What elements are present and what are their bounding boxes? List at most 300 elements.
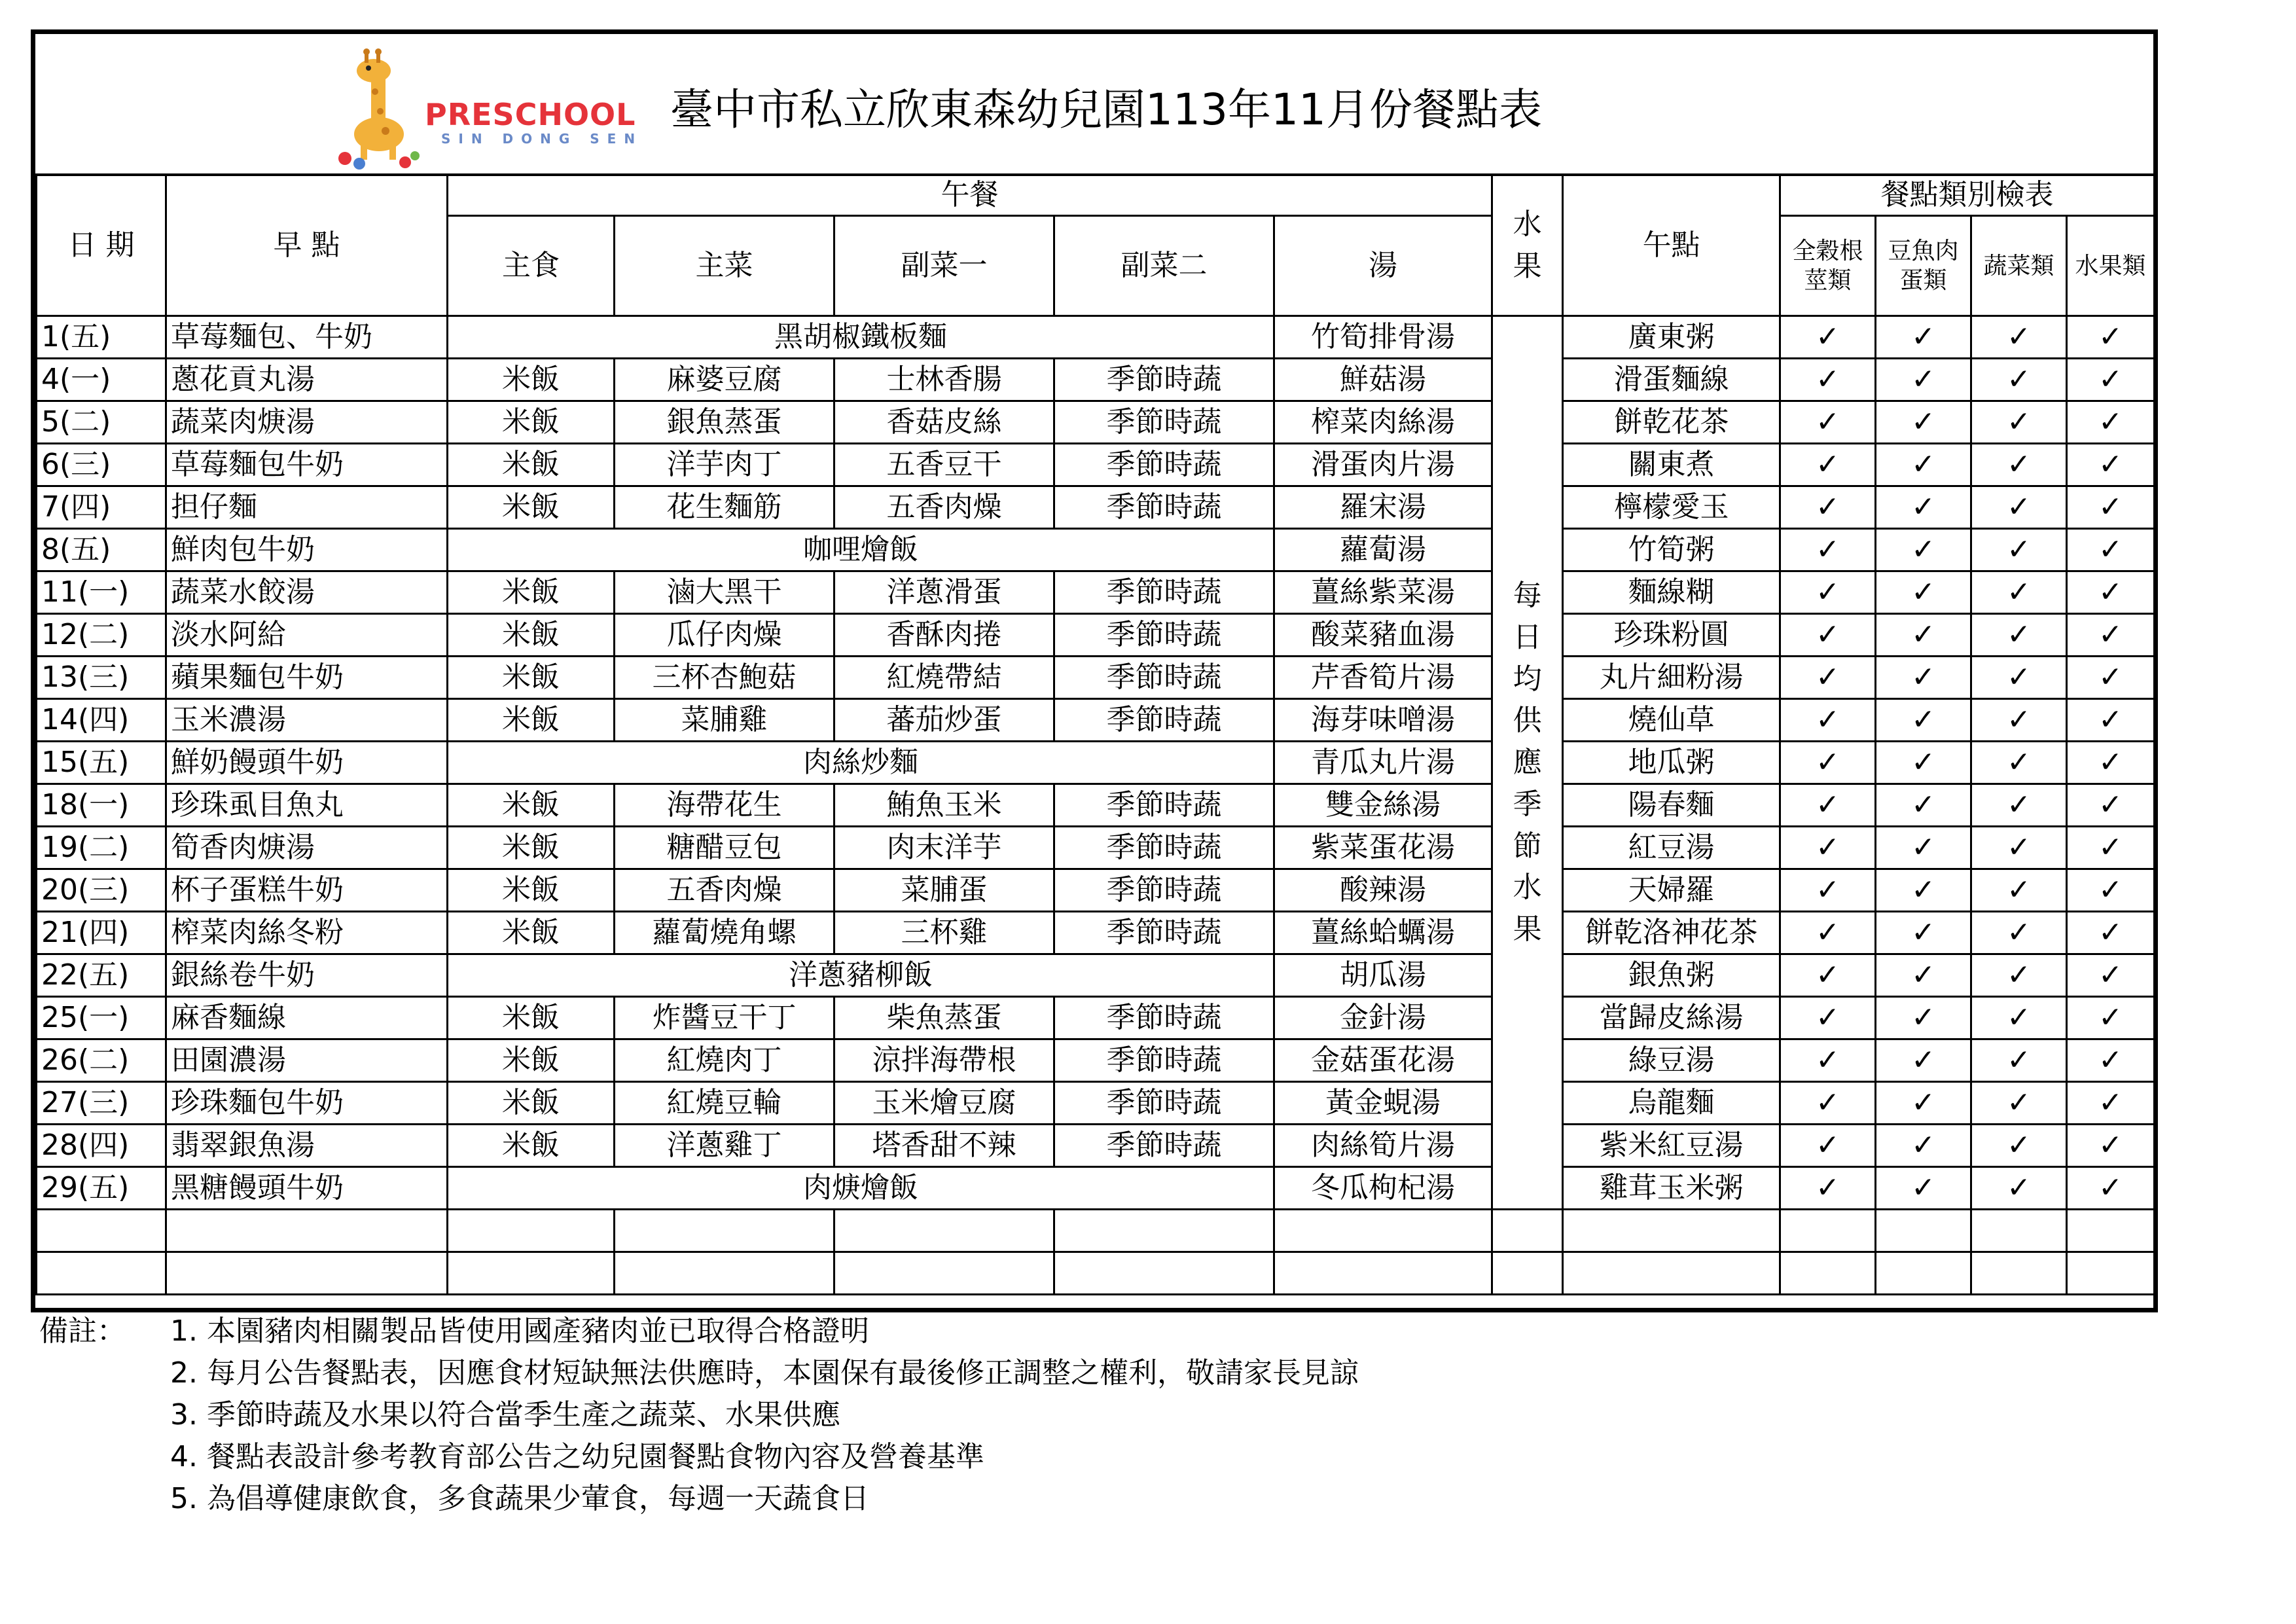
soup-cell: 海芽味噌湯 bbox=[1274, 699, 1492, 742]
table-row bbox=[37, 657, 2155, 699]
check-veg-cell: ✓ bbox=[1971, 742, 2067, 784]
check-veg-cell: ✓ bbox=[1971, 1082, 2067, 1125]
snack-cell: 當歸皮絲湯 bbox=[1563, 997, 1780, 1039]
combined-lunch-cell: 肉絲炒麵 bbox=[448, 742, 1274, 784]
combined-lunch-cell: 咖哩燴飯 bbox=[448, 529, 1274, 571]
soup-cell: 冬瓜枸杞湯 bbox=[1274, 1167, 1492, 1210]
check-protein-cell: ✓ bbox=[1876, 784, 1971, 827]
side1-cell: 柴魚蒸蛋 bbox=[834, 997, 1054, 1039]
main-dish-cell: 炸醬豆干丁 bbox=[615, 997, 834, 1039]
empty-cell bbox=[2067, 1252, 2155, 1295]
main-dish-cell: 瓜仔肉燥 bbox=[615, 614, 834, 657]
date-cell: 5(二) bbox=[37, 401, 166, 444]
table-row bbox=[37, 359, 2155, 401]
check-veg-cell: ✓ bbox=[1971, 997, 2067, 1039]
breakfast-cell: 黑糖饅頭牛奶 bbox=[166, 1167, 448, 1210]
check-fruit-cell: ✓ bbox=[2067, 486, 2155, 529]
staple-cell: 米飯 bbox=[448, 657, 615, 699]
table-row bbox=[37, 1039, 2155, 1082]
empty-cell bbox=[834, 1210, 1054, 1252]
empty-cell bbox=[1876, 1252, 1971, 1295]
check-veg-cell: ✓ bbox=[1971, 869, 2067, 912]
empty-row bbox=[37, 1252, 2155, 1295]
soup-cell: 薑絲蛤蠣湯 bbox=[1274, 912, 1492, 954]
check-veg-cell: ✓ bbox=[1971, 699, 2067, 742]
check-veg-cell: ✓ bbox=[1971, 1039, 2067, 1082]
check-protein-cell: ✓ bbox=[1876, 869, 1971, 912]
staple-cell: 米飯 bbox=[448, 869, 615, 912]
check-protein-cell: ✓ bbox=[1876, 486, 1971, 529]
date-header: 日 期 bbox=[37, 175, 166, 316]
soup-cell: 紫菜蛋花湯 bbox=[1274, 827, 1492, 869]
empty-cell bbox=[166, 1252, 448, 1295]
empty-cell bbox=[1780, 1252, 1876, 1295]
check-grains-cell: ✓ bbox=[1780, 912, 1876, 954]
soup-cell: 雙金絲湯 bbox=[1274, 784, 1492, 827]
grains-header: 全穀根莖類 bbox=[1780, 216, 1876, 316]
staple-cell: 米飯 bbox=[448, 827, 615, 869]
note-item: 2. 每月公告餐點表，因應食材短缺無法供應時，本園保有最後修正調整之權利，敬請家長見諒 bbox=[170, 1356, 1359, 1390]
table-row bbox=[37, 784, 2155, 827]
main-dish-cell: 銀魚蒸蛋 bbox=[615, 401, 834, 444]
side2-cell: 季節時蔬 bbox=[1054, 1082, 1274, 1125]
snack-cell: 竹筍粥 bbox=[1563, 529, 1780, 571]
side1-cell: 菜脯蛋 bbox=[834, 869, 1054, 912]
menu-body bbox=[37, 316, 2155, 1295]
check-protein-cell: ✓ bbox=[1876, 614, 1971, 657]
snack-cell: 紅豆湯 bbox=[1563, 827, 1780, 869]
empty-cell bbox=[37, 1252, 166, 1295]
date-cell: 6(三) bbox=[37, 444, 166, 486]
empty-cell bbox=[1563, 1252, 1780, 1295]
snack-cell: 檸檬愛玉 bbox=[1563, 486, 1780, 529]
snack-cell: 銀魚粥 bbox=[1563, 954, 1780, 997]
table-row bbox=[37, 827, 2155, 869]
check-grains-cell: ✓ bbox=[1780, 742, 1876, 784]
main-dish-cell: 洋蔥雞丁 bbox=[615, 1125, 834, 1167]
check-grains-cell: ✓ bbox=[1780, 657, 1876, 699]
check-fruit-cell: ✓ bbox=[2067, 316, 2155, 359]
staple-cell: 米飯 bbox=[448, 997, 615, 1039]
empty-cell bbox=[448, 1210, 615, 1252]
date-cell: 13(三) bbox=[37, 657, 166, 699]
check-fruit-cell: ✓ bbox=[2067, 1125, 2155, 1167]
check-grains-cell: ✓ bbox=[1780, 614, 1876, 657]
check-protein-cell: ✓ bbox=[1876, 401, 1971, 444]
check-fruit-cell: ✓ bbox=[2067, 657, 2155, 699]
check-header: 餐點類別檢表 bbox=[1780, 175, 2155, 216]
check-grains-cell: ✓ bbox=[1780, 784, 1876, 827]
date-cell: 22(五) bbox=[37, 954, 166, 997]
veg-header: 蔬菜類 bbox=[1971, 216, 2067, 316]
table-row bbox=[37, 614, 2155, 657]
note-item: 3. 季節時蔬及水果以符合當季生產之蔬菜、水果供應 bbox=[170, 1398, 840, 1432]
breakfast-cell: 珍珠麵包牛奶 bbox=[166, 1082, 448, 1125]
empty-cell bbox=[1492, 1252, 1563, 1295]
date-cell: 7(四) bbox=[37, 486, 166, 529]
date-cell: 18(一) bbox=[37, 784, 166, 827]
snack-cell: 雞茸玉米粥 bbox=[1563, 1167, 1780, 1210]
side1-cell: 鮪魚玉米 bbox=[834, 784, 1054, 827]
empty-cell bbox=[37, 1210, 166, 1252]
check-veg-cell: ✓ bbox=[1971, 954, 2067, 997]
snack-cell: 天婦羅 bbox=[1563, 869, 1780, 912]
soup-cell: 金針湯 bbox=[1274, 997, 1492, 1039]
staple-cell: 米飯 bbox=[448, 614, 615, 657]
snack-cell: 陽春麵 bbox=[1563, 784, 1780, 827]
side1-cell: 香菇皮絲 bbox=[834, 401, 1054, 444]
check-grains-cell: ✓ bbox=[1780, 529, 1876, 571]
main-dish-cell: 糖醋豆包 bbox=[615, 827, 834, 869]
breakfast-cell: 筍香肉焿湯 bbox=[166, 827, 448, 869]
combined-lunch-cell: 黑胡椒鐵板麵 bbox=[448, 316, 1274, 359]
staple-cell: 米飯 bbox=[448, 784, 615, 827]
lunch-header: 午餐 bbox=[448, 175, 1492, 216]
breakfast-cell: 蔬菜肉焿湯 bbox=[166, 401, 448, 444]
check-grains-cell: ✓ bbox=[1780, 359, 1876, 401]
soup-cell: 青瓜丸片湯 bbox=[1274, 742, 1492, 784]
side2-cell: 季節時蔬 bbox=[1054, 869, 1274, 912]
check-veg-cell: ✓ bbox=[1971, 401, 2067, 444]
table-row bbox=[37, 1125, 2155, 1167]
check-grains-cell: ✓ bbox=[1780, 401, 1876, 444]
empty-cell bbox=[1971, 1252, 2067, 1295]
check-grains-cell: ✓ bbox=[1780, 699, 1876, 742]
check-veg-cell: ✓ bbox=[1971, 529, 2067, 571]
empty-row bbox=[37, 1210, 2155, 1252]
date-cell: 26(二) bbox=[37, 1039, 166, 1082]
breakfast-cell: 淡水阿給 bbox=[166, 614, 448, 657]
check-veg-cell: ✓ bbox=[1971, 444, 2067, 486]
check-veg-cell: ✓ bbox=[1971, 1167, 2067, 1210]
check-grains-cell: ✓ bbox=[1780, 316, 1876, 359]
check-veg-cell: ✓ bbox=[1971, 1125, 2067, 1167]
check-protein-cell: ✓ bbox=[1876, 529, 1971, 571]
side2-cell: 季節時蔬 bbox=[1054, 571, 1274, 614]
side1-cell: 肉末洋芋 bbox=[834, 827, 1054, 869]
side2-cell: 季節時蔬 bbox=[1054, 1039, 1274, 1082]
check-fruit-cell: ✓ bbox=[2067, 912, 2155, 954]
fruit-note-text: 每日均供應季節水果 bbox=[1513, 578, 1542, 947]
empty-cell bbox=[834, 1252, 1054, 1295]
date-cell: 12(二) bbox=[37, 614, 166, 657]
date-cell: 8(五) bbox=[37, 529, 166, 571]
snack-cell: 燒仙草 bbox=[1563, 699, 1780, 742]
date-cell: 14(四) bbox=[37, 699, 166, 742]
check-grains-cell: ✓ bbox=[1780, 954, 1876, 997]
empty-cell bbox=[166, 1210, 448, 1252]
check-veg-cell: ✓ bbox=[1971, 657, 2067, 699]
breakfast-cell: 玉米濃湯 bbox=[166, 699, 448, 742]
soup-header: 湯 bbox=[1274, 216, 1492, 316]
breakfast-cell: 杯子蛋糕牛奶 bbox=[166, 869, 448, 912]
side2-cell: 季節時蔬 bbox=[1054, 784, 1274, 827]
side1-cell: 三杯雞 bbox=[834, 912, 1054, 954]
breakfast-cell: 珍珠虱目魚丸 bbox=[166, 784, 448, 827]
side2-cell: 季節時蔬 bbox=[1054, 486, 1274, 529]
breakfast-cell: 蔬菜水餃湯 bbox=[166, 571, 448, 614]
date-cell: 27(三) bbox=[37, 1082, 166, 1125]
check-fruit-cell: ✓ bbox=[2067, 742, 2155, 784]
check-protein-cell: ✓ bbox=[1876, 1125, 1971, 1167]
check-protein-cell: ✓ bbox=[1876, 444, 1971, 486]
breakfast-cell: 麻香麵線 bbox=[166, 997, 448, 1039]
check-grains-cell: ✓ bbox=[1780, 1039, 1876, 1082]
check-fruit-cell: ✓ bbox=[2067, 614, 2155, 657]
check-fruit-cell: ✓ bbox=[2067, 571, 2155, 614]
check-fruit-cell: ✓ bbox=[2067, 1039, 2155, 1082]
snack-cell: 丸片細粉湯 bbox=[1563, 657, 1780, 699]
table-row bbox=[37, 486, 2155, 529]
check-grains-cell: ✓ bbox=[1780, 571, 1876, 614]
side1-cell: 香酥肉捲 bbox=[834, 614, 1054, 657]
check-veg-cell: ✓ bbox=[1971, 827, 2067, 869]
table-row bbox=[37, 1167, 2155, 1210]
empty-cell bbox=[1971, 1210, 2067, 1252]
empty-cell bbox=[1054, 1252, 1274, 1295]
snack-cell: 地瓜粥 bbox=[1563, 742, 1780, 784]
check-fruit-cell: ✓ bbox=[2067, 401, 2155, 444]
empty-cell bbox=[1492, 1210, 1563, 1252]
combined-lunch-cell: 洋蔥豬柳飯 bbox=[448, 954, 1274, 997]
snack-cell: 珍珠粉圓 bbox=[1563, 614, 1780, 657]
soup-cell: 榨菜肉絲湯 bbox=[1274, 401, 1492, 444]
snack-cell: 關東煮 bbox=[1563, 444, 1780, 486]
side2-cell: 季節時蔬 bbox=[1054, 359, 1274, 401]
date-cell: 4(一) bbox=[37, 359, 166, 401]
breakfast-cell: 鮮肉包牛奶 bbox=[166, 529, 448, 571]
check-grains-cell: ✓ bbox=[1780, 444, 1876, 486]
side1-cell: 涼拌海帶根 bbox=[834, 1039, 1054, 1082]
breakfast-cell: 鮮奶饅頭牛奶 bbox=[166, 742, 448, 784]
side2-cell: 季節時蔬 bbox=[1054, 912, 1274, 954]
soup-cell: 鮮菇湯 bbox=[1274, 359, 1492, 401]
giraffe-icon bbox=[333, 46, 425, 170]
date-cell: 1(五) bbox=[37, 316, 166, 359]
logo-sub-text: SIN DONG SEN bbox=[441, 131, 643, 147]
table-row bbox=[37, 444, 2155, 486]
empty-cell bbox=[1876, 1210, 1971, 1252]
date-cell: 21(四) bbox=[37, 912, 166, 954]
empty-cell bbox=[1780, 1210, 1876, 1252]
check-grains-cell: ✓ bbox=[1780, 997, 1876, 1039]
soup-cell: 酸菜豬血湯 bbox=[1274, 614, 1492, 657]
empty-cell bbox=[1274, 1252, 1492, 1295]
side1-cell: 玉米燴豆腐 bbox=[834, 1082, 1054, 1125]
check-protein-cell: ✓ bbox=[1876, 699, 1971, 742]
staple-cell: 米飯 bbox=[448, 486, 615, 529]
soup-cell: 滑蛋肉片湯 bbox=[1274, 444, 1492, 486]
date-cell: 19(二) bbox=[37, 827, 166, 869]
breakfast-cell: 翡翠銀魚湯 bbox=[166, 1125, 448, 1167]
fruit-note-cell bbox=[1492, 316, 1563, 1210]
date-cell: 29(五) bbox=[37, 1167, 166, 1210]
staple-cell: 米飯 bbox=[448, 1039, 615, 1082]
preschool-logo bbox=[333, 46, 654, 170]
snack-cell: 餅乾洛神花茶 bbox=[1563, 912, 1780, 954]
check-grains-cell: ✓ bbox=[1780, 1082, 1876, 1125]
note-item: 1. 本園豬肉相關製品皆使用國產豬肉並已取得合格證明 bbox=[170, 1314, 869, 1348]
soup-cell: 蘿蔔湯 bbox=[1274, 529, 1492, 571]
check-protein-cell: ✓ bbox=[1876, 912, 1971, 954]
side2-cell: 季節時蔬 bbox=[1054, 401, 1274, 444]
check-protein-cell: ✓ bbox=[1876, 657, 1971, 699]
combined-lunch-cell: 肉焿燴飯 bbox=[448, 1167, 1274, 1210]
side1-cell: 蕃茄炒蛋 bbox=[834, 699, 1054, 742]
main-dish-cell: 洋芋肉丁 bbox=[615, 444, 834, 486]
soup-cell: 竹筍排骨湯 bbox=[1274, 316, 1492, 359]
check-fruit-cell: ✓ bbox=[2067, 699, 2155, 742]
date-cell: 25(一) bbox=[37, 997, 166, 1039]
breakfast-cell: 草莓麵包、牛奶 bbox=[166, 316, 448, 359]
note-item: 4. 餐點表設計參考教育部公告之幼兒園餐點食物內容及營養基準 bbox=[170, 1440, 984, 1473]
main-dish-cell: 蘿蔔燒角螺 bbox=[615, 912, 834, 954]
table-row bbox=[37, 869, 2155, 912]
snack-cell: 烏龍麵 bbox=[1563, 1082, 1780, 1125]
check-fruit-cell: ✓ bbox=[2067, 1082, 2155, 1125]
check-protein-cell: ✓ bbox=[1876, 997, 1971, 1039]
staple-cell: 米飯 bbox=[448, 1125, 615, 1167]
side2-cell: 季節時蔬 bbox=[1054, 614, 1274, 657]
side2-cell: 季節時蔬 bbox=[1054, 657, 1274, 699]
snack-cell: 廣東粥 bbox=[1563, 316, 1780, 359]
snack-cell: 綠豆湯 bbox=[1563, 1039, 1780, 1082]
breakfast-cell: 草莓麵包牛奶 bbox=[166, 444, 448, 486]
check-veg-cell: ✓ bbox=[1971, 359, 2067, 401]
soup-cell: 胡瓜湯 bbox=[1274, 954, 1492, 997]
note-item: 5. 為倡導健康飲食，多食蔬果少葷食，每週一天蔬食日 bbox=[170, 1482, 869, 1515]
side2-header: 副菜二 bbox=[1054, 216, 1274, 316]
breakfast-cell: 銀絲卷牛奶 bbox=[166, 954, 448, 997]
check-veg-cell: ✓ bbox=[1971, 486, 2067, 529]
check-veg-cell: ✓ bbox=[1971, 316, 2067, 359]
empty-cell bbox=[1274, 1210, 1492, 1252]
fruit-header: 水果 bbox=[1492, 175, 1563, 316]
table-row bbox=[37, 742, 2155, 784]
check-fruit-cell: ✓ bbox=[2067, 827, 2155, 869]
check-fruit-cell: ✓ bbox=[2067, 997, 2155, 1039]
table-row bbox=[37, 1082, 2155, 1125]
side1-cell: 紅燒帶結 bbox=[834, 657, 1054, 699]
check-grains-cell: ✓ bbox=[1780, 1167, 1876, 1210]
page-title: 臺中市私立欣東森幼兒園113年11月份餐點表 bbox=[670, 84, 1542, 135]
notes-label: 備註： bbox=[39, 1314, 126, 1348]
check-fruit-cell: ✓ bbox=[2067, 444, 2155, 486]
main-dish-cell: 海帶花生 bbox=[615, 784, 834, 827]
check-protein-cell: ✓ bbox=[1876, 359, 1971, 401]
soup-cell: 黃金蜆湯 bbox=[1274, 1082, 1492, 1125]
main-dish-cell: 三杯杏鮑菇 bbox=[615, 657, 834, 699]
main-dish-cell: 紅燒豆輪 bbox=[615, 1082, 834, 1125]
table-row bbox=[37, 316, 2155, 359]
side2-cell: 季節時蔬 bbox=[1054, 1125, 1274, 1167]
check-grains-cell: ✓ bbox=[1780, 827, 1876, 869]
side1-cell: 洋蔥滑蛋 bbox=[834, 571, 1054, 614]
soup-cell: 芹香筍片湯 bbox=[1274, 657, 1492, 699]
side1-header: 副菜一 bbox=[834, 216, 1054, 316]
check-veg-cell: ✓ bbox=[1971, 784, 2067, 827]
table-row bbox=[37, 954, 2155, 997]
check-protein-cell: ✓ bbox=[1876, 571, 1971, 614]
check-fruit-cell: ✓ bbox=[2067, 529, 2155, 571]
empty-cell bbox=[448, 1252, 615, 1295]
table-row bbox=[37, 571, 2155, 614]
soup-cell: 肉絲筍片湯 bbox=[1274, 1125, 1492, 1167]
snack-cell: 麵線糊 bbox=[1563, 571, 1780, 614]
check-veg-cell: ✓ bbox=[1971, 571, 2067, 614]
staple-cell: 米飯 bbox=[448, 401, 615, 444]
check-fruit-cell: ✓ bbox=[2067, 869, 2155, 912]
date-cell: 20(三) bbox=[37, 869, 166, 912]
date-cell: 15(五) bbox=[37, 742, 166, 784]
empty-cell bbox=[2067, 1210, 2155, 1252]
breakfast-cell: 田園濃湯 bbox=[166, 1039, 448, 1082]
side2-cell: 季節時蔬 bbox=[1054, 997, 1274, 1039]
empty-cell bbox=[615, 1252, 834, 1295]
main-dish-header: 主菜 bbox=[615, 216, 834, 316]
staple-cell: 米飯 bbox=[448, 912, 615, 954]
menu-table bbox=[35, 173, 2155, 1295]
fruit-category-header: 水果類 bbox=[2067, 216, 2155, 316]
check-protein-cell: ✓ bbox=[1876, 1167, 1971, 1210]
soup-cell: 酸辣湯 bbox=[1274, 869, 1492, 912]
side1-cell: 五香豆干 bbox=[834, 444, 1054, 486]
check-veg-cell: ✓ bbox=[1971, 614, 2067, 657]
check-fruit-cell: ✓ bbox=[2067, 1167, 2155, 1210]
staple-cell: 米飯 bbox=[448, 571, 615, 614]
snack-cell: 紫米紅豆湯 bbox=[1563, 1125, 1780, 1167]
check-protein-cell: ✓ bbox=[1876, 954, 1971, 997]
main-dish-cell: 滷大黑干 bbox=[615, 571, 834, 614]
snack-cell: 滑蛋麵線 bbox=[1563, 359, 1780, 401]
table-row bbox=[37, 997, 2155, 1039]
empty-cell bbox=[1563, 1210, 1780, 1252]
main-dish-cell: 麻婆豆腐 bbox=[615, 359, 834, 401]
protein-header: 豆魚肉蛋類 bbox=[1876, 216, 1971, 316]
main-dish-cell: 菜脯雞 bbox=[615, 699, 834, 742]
date-cell: 11(一) bbox=[37, 571, 166, 614]
staple-cell: 米飯 bbox=[448, 444, 615, 486]
side2-cell: 季節時蔬 bbox=[1054, 699, 1274, 742]
staple-header: 主食 bbox=[448, 216, 615, 316]
side1-cell: 塔香甜不辣 bbox=[834, 1125, 1054, 1167]
main-dish-cell: 五香肉燥 bbox=[615, 869, 834, 912]
side2-cell: 季節時蔬 bbox=[1054, 827, 1274, 869]
check-fruit-cell: ✓ bbox=[2067, 784, 2155, 827]
check-grains-cell: ✓ bbox=[1780, 1125, 1876, 1167]
check-protein-cell: ✓ bbox=[1876, 827, 1971, 869]
check-protein-cell: ✓ bbox=[1876, 1039, 1971, 1082]
check-grains-cell: ✓ bbox=[1780, 869, 1876, 912]
breakfast-cell: 担仔麵 bbox=[166, 486, 448, 529]
table-row bbox=[37, 699, 2155, 742]
menu-frame bbox=[31, 29, 2158, 1312]
empty-cell bbox=[1054, 1210, 1274, 1252]
staple-cell: 米飯 bbox=[448, 699, 615, 742]
staple-cell: 米飯 bbox=[448, 359, 615, 401]
date-cell: 28(四) bbox=[37, 1125, 166, 1167]
check-protein-cell: ✓ bbox=[1876, 1082, 1971, 1125]
breakfast-header: 早 點 bbox=[166, 175, 448, 316]
header bbox=[35, 34, 2153, 176]
main-dish-cell: 紅燒肉丁 bbox=[615, 1039, 834, 1082]
empty-cell bbox=[615, 1210, 834, 1252]
snack-header: 午點 bbox=[1563, 175, 1780, 316]
main-dish-cell: 花生麵筋 bbox=[615, 486, 834, 529]
check-protein-cell: ✓ bbox=[1876, 742, 1971, 784]
staple-cell: 米飯 bbox=[448, 1082, 615, 1125]
soup-cell: 薑絲紫菜湯 bbox=[1274, 571, 1492, 614]
